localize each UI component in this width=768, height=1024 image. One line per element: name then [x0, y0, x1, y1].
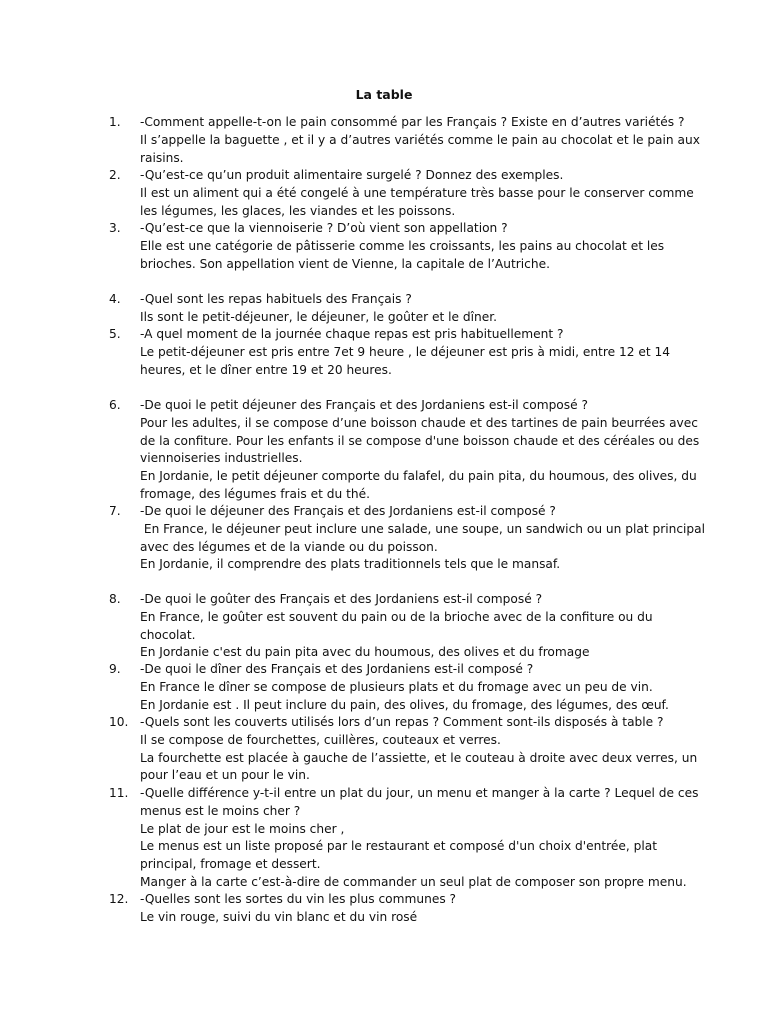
item-number: 6.	[109, 398, 121, 412]
answer-line: Le plat de jour est le moins cher ,	[140, 821, 345, 836]
list-item	[109, 114, 700, 167]
list-item	[109, 220, 680, 273]
answer-line: heures, et le dîner entre 19 et 20 heures.	[140, 362, 392, 377]
list-item	[109, 291, 680, 327]
item-number: 8.	[109, 592, 121, 606]
list-item	[109, 661, 680, 714]
answer-line: En France, le goûter est souvent du pain ou de la brioche avec de la confiture ou du	[140, 609, 653, 624]
answer-line: avec des légumes et de la viande ou du poisson.	[140, 539, 438, 554]
answer-line: Il est un aliment qui a été congelé à une température très basse pour le conserver comme	[140, 185, 694, 200]
item-number: 11.	[109, 786, 129, 800]
item-number: 9.	[109, 662, 121, 676]
answer-line: fromage, des légumes frais et du thé.	[140, 486, 370, 501]
answer-line: principal, fromage et dessert.	[140, 857, 321, 872]
list-item	[109, 591, 680, 662]
item-number: 12.	[109, 892, 129, 906]
question-text: -De quoi le petit déjeuner des Français et des Jordaniens est-il composé ?	[140, 398, 588, 412]
page-title: La table	[355, 87, 413, 102]
question-text: -Qu’est-ce qu’un produit alimentaire surgelé ? Donnez des exemples.	[140, 168, 564, 182]
item-number: 2.	[109, 168, 121, 182]
list-item	[109, 891, 680, 927]
answer-line: Elle est une catégorie de pâtisserie comme les croissants, les pains au chocolat et les	[140, 238, 665, 253]
item-number: 1.	[109, 115, 121, 129]
question-text: -Quelles sont les sortes du vin les plus communes ?	[140, 892, 457, 906]
answer-line: chocolat.	[140, 627, 196, 642]
answer-line: Le menus est un liste proposé par le restaurant et composé d'un choix d'entrée, plat	[140, 839, 658, 854]
item-number: 5.	[109, 327, 121, 341]
question-text: -Quelle différence y-t-il entre un plat du jour, un menu et manger à la carte ? Lequel de ces	[140, 786, 699, 800]
answer-line: Le petit-déjeuner est pris entre 7et 9 heure , le déjeuner est pris à midi, entre 12 et 14	[140, 344, 670, 359]
answer-line: Le vin rouge, suivi du vin blanc et du vin rosé	[140, 909, 418, 924]
answer-line: de la confiture. Pour les enfants il se compose d'une boisson chaude et des céréales ou des	[140, 433, 700, 448]
item-number: 3.	[109, 221, 121, 235]
list-item	[109, 714, 698, 785]
item-number: 10.	[109, 715, 129, 729]
answer-line: brioches. Son appellation vient de Vienne, la capitale de l’Autriche.	[140, 256, 550, 271]
question-text: -De quoi le goûter des Français et des Jordaniens est-il composé ?	[140, 592, 543, 606]
answer-line: Manger à la carte c’est-à-dire de commander un seul plat de composer son propre menu.	[140, 874, 687, 889]
list-item	[109, 785, 699, 892]
question-text: -Quels sont les couverts utilisés lors d’un repas ? Comment sont-ils disposés à table ?	[140, 715, 664, 729]
list-item	[109, 503, 706, 574]
answer-line: En France, le déjeuner peut inclure une salade, une soupe, un sandwich ou un plat principal	[140, 521, 706, 536]
question-text: -De quoi le déjeuner des Français et des Jordaniens est-il composé ?	[140, 504, 556, 518]
answer-line: raisins.	[140, 150, 184, 165]
question-text: -Quel sont les repas habituels des Français ?	[140, 292, 412, 306]
answer-line: En Jordanie, il comprendre des plats traditionnels tels que le mansaf.	[140, 557, 561, 572]
item-number: 7.	[109, 504, 121, 518]
question-text: -A quel moment de la journée chaque repas est pris habituellement ?	[140, 327, 564, 341]
question-text: -Comment appelle-t-on le pain consommé par les Français ? Existe en d’autres variétés ?	[140, 115, 685, 129]
list-item	[109, 397, 700, 504]
answer-line: En Jordanie est . Il peut inclure du pain, des olives, du fromage, des légumes, des œuf.	[140, 697, 669, 712]
question-text: -Qu’est-ce que la viennoiserie ? D’où vient son appellation ?	[140, 221, 508, 235]
question-text-continued: menus est le moins cher ?	[140, 803, 301, 818]
answer-line: Il se compose de fourchettes, cuillères, couteaux et verres.	[140, 732, 501, 747]
question-text: -De quoi le dîner des Français et des Jordaniens est-il composé ?	[140, 662, 534, 676]
answer-line: En Jordanie c'est du pain pita avec du houmous, des olives et du fromage	[140, 645, 590, 660]
answer-line: En France le dîner se compose de plusieurs plats et du fromage avec un peu de vin.	[140, 679, 653, 694]
answer-line: Il s’appelle la baguette , et il y a d’autres variétés comme le pain au chocolat et le pain aux	[140, 132, 700, 147]
answer-line: viennoiseries industrielles.	[140, 451, 303, 466]
answer-line: les légumes, les glaces, les viandes et les poissons.	[140, 203, 456, 218]
answer-line: En Jordanie, le petit déjeuner comporte du falafel, du pain pita, du houmous, des olives, du	[140, 469, 697, 484]
list-item	[109, 167, 694, 220]
answer-line: La fourchette est placée à gauche de l’assiette, et le couteau à droite avec deux verres, un	[140, 750, 698, 765]
answer-line: Ils sont le petit-déjeuner, le déjeuner, le goûter et le dîner.	[140, 309, 497, 324]
item-number: 4.	[109, 292, 121, 306]
answer-line: pour l’eau et un pour le vin.	[140, 768, 310, 783]
list-item	[109, 326, 680, 379]
answer-line: Pour les adultes, il se compose d’une boisson chaude et des tartines de pain beurrées avec	[140, 415, 698, 430]
